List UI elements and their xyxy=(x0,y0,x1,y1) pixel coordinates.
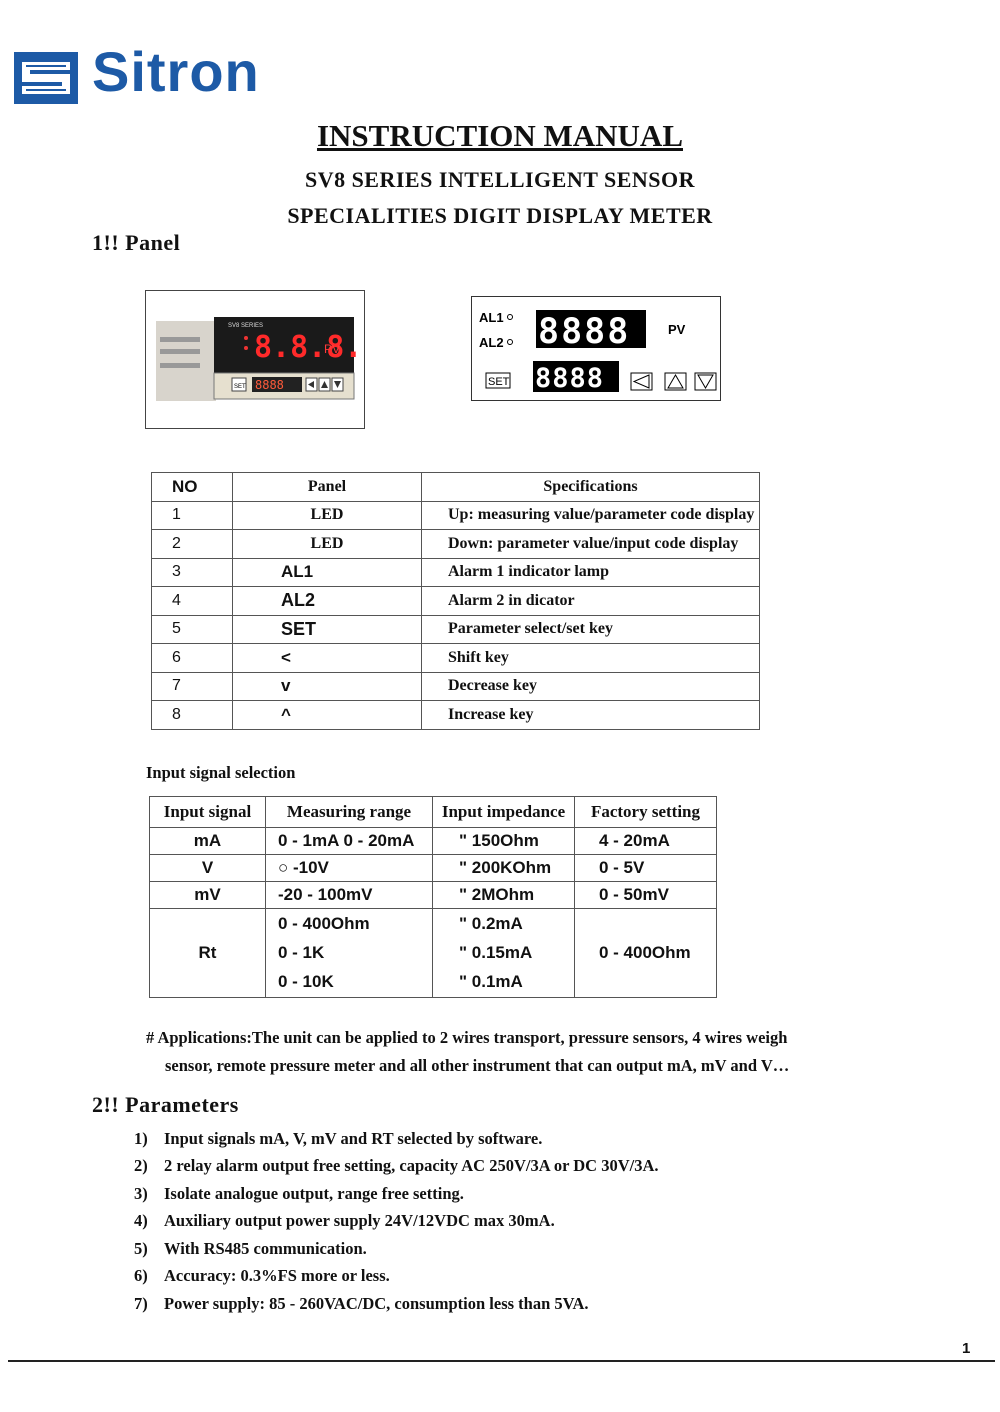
table-row xyxy=(152,615,760,644)
diagram-al1-label: AL1 xyxy=(479,310,504,325)
meter-photo-illustration xyxy=(146,291,363,427)
list-item xyxy=(134,1239,367,1259)
decrease-key-icon[interactable] xyxy=(695,373,716,390)
header-measuring-range: Measuring range xyxy=(266,797,433,828)
footer-divider xyxy=(8,1360,995,1362)
item-number: 3) xyxy=(134,1184,148,1203)
row-no: 5 xyxy=(152,615,233,644)
item-text: Power supply: 85 - 260VAC/DC, consumption less than 5VA. xyxy=(164,1294,589,1313)
row-spec: Shift key xyxy=(422,644,760,673)
panel-photo xyxy=(145,290,365,429)
section-heading-parameters: 2!! Parameters xyxy=(92,1092,239,1117)
item-number: 2) xyxy=(134,1156,148,1175)
row-impedance: " 0.15mA xyxy=(433,938,575,967)
shift-key-icon[interactable] xyxy=(631,373,652,390)
row-factory: 0 - 50mV xyxy=(575,882,717,909)
row-factory: 0 - 400Ohm xyxy=(575,909,717,998)
svg-text:8888: 8888 xyxy=(538,312,631,352)
header-specifications: Specifications xyxy=(422,473,760,502)
row-range: 0 - 1K xyxy=(266,938,433,967)
list-item xyxy=(134,1184,464,1204)
table-row xyxy=(150,855,717,882)
svg-text:8888: 8888 xyxy=(255,378,284,392)
photo-series-label: SV8 SERIES xyxy=(228,323,264,329)
table-row xyxy=(152,644,760,673)
photo-pv: PV xyxy=(324,342,341,356)
row-no: 1 xyxy=(152,501,233,530)
item-number: 1) xyxy=(134,1129,148,1148)
diagram-al2-label: AL2 xyxy=(479,335,504,350)
row-spec: Parameter select/set key xyxy=(422,615,760,644)
list-item xyxy=(134,1266,390,1286)
item-text: 2 relay alarm output free setting, capacity AC 250V/3A or DC 30V/3A. xyxy=(164,1156,659,1175)
header-input-signal: Input signal xyxy=(150,797,266,828)
row-spec: Alarm 1 indicator lamp xyxy=(422,558,760,587)
table-row xyxy=(152,558,760,587)
list-item xyxy=(134,1156,659,1176)
table-row xyxy=(152,587,760,616)
table-row xyxy=(152,701,760,730)
table-header-row xyxy=(152,473,760,502)
row-impedance: " 2MOhm xyxy=(433,882,575,909)
brand-name: Sitron xyxy=(92,40,260,103)
page-title: INSTRUCTION MANUAL xyxy=(316,118,683,153)
row-factory: 4 - 20mA xyxy=(575,828,717,855)
item-number: 7) xyxy=(134,1294,148,1313)
row-range: ○ -10V xyxy=(266,855,433,882)
row-no: 7 xyxy=(152,672,233,701)
applications-note xyxy=(146,1024,886,1080)
photo-set: SET xyxy=(234,384,246,390)
page-number: 1 xyxy=(962,1340,971,1357)
row-spec: Down: parameter value/input code display xyxy=(422,530,760,559)
row-panel: LED xyxy=(233,530,422,559)
list-item xyxy=(134,1211,555,1231)
row-panel: v xyxy=(233,672,422,701)
header-no: NO xyxy=(152,473,233,502)
input-signal-table xyxy=(149,796,717,998)
item-text: Isolate analogue output, range free setting. xyxy=(164,1184,464,1203)
diagram-set-label: SET xyxy=(488,376,510,388)
header-panel: Panel xyxy=(233,473,422,502)
row-signal: V xyxy=(150,855,266,882)
item-text: Accuracy: 0.3%FS more or less. xyxy=(164,1266,390,1285)
table-row xyxy=(152,530,760,559)
row-spec: Up: measuring value/parameter code display xyxy=(422,501,760,530)
row-panel: ^ xyxy=(233,701,422,730)
row-no: 3 xyxy=(152,558,233,587)
row-panel: LED xyxy=(233,501,422,530)
row-spec: Alarm 2 in dicator xyxy=(422,587,760,616)
row-impedance: " 150Ohm xyxy=(433,828,575,855)
table-row xyxy=(150,882,717,909)
row-panel: SET xyxy=(233,615,422,644)
subtitle-line-1: SV8 SERIES INTELLIGENT SENSOR xyxy=(304,167,696,192)
row-no: 8 xyxy=(152,701,233,730)
table-row xyxy=(150,828,717,855)
row-no: 2 xyxy=(152,530,233,559)
panel-diagram xyxy=(471,296,721,401)
item-number: 6) xyxy=(134,1266,148,1285)
list-item xyxy=(134,1294,588,1314)
section-heading-panel: 1!! Panel xyxy=(92,230,181,255)
row-signal: mV xyxy=(150,882,266,909)
row-spec: Decrease key xyxy=(422,672,760,701)
table-row xyxy=(152,501,760,530)
row-panel: AL1 xyxy=(233,558,422,587)
increase-key-icon[interactable] xyxy=(665,373,686,390)
row-signal: mA xyxy=(150,828,266,855)
applications-line-1: # Applications:The unit can be applied to 2 wires transport, pressure sensors, 4 wires weigh xyxy=(146,1028,788,1047)
row-impedance: " 0.2mA xyxy=(433,909,575,939)
row-signal: Rt xyxy=(150,909,266,998)
diagram-pv-label: PV xyxy=(668,322,686,337)
row-impedance: " 0.1mA xyxy=(433,968,575,998)
panel-table xyxy=(151,472,760,730)
row-spec: Increase key xyxy=(422,701,760,730)
item-text: Auxiliary output power supply 24V/12VDC max 30mA. xyxy=(164,1211,555,1230)
item-text: Input signals mA, V, mV and RT selected by software. xyxy=(164,1129,543,1148)
row-no: 6 xyxy=(152,644,233,673)
table-row xyxy=(150,909,717,939)
row-factory: 0 - 5V xyxy=(575,855,717,882)
applications-line-2: sensor, remote pressure meter and all other instrument that can output mA, mV and V… xyxy=(165,1056,790,1075)
row-range: 0 - 400Ohm xyxy=(266,909,433,939)
item-number: 4) xyxy=(134,1211,148,1230)
row-impedance: " 200KOhm xyxy=(433,855,575,882)
table-header-row xyxy=(150,797,717,828)
sitron-logo-icon xyxy=(14,52,78,104)
header-input-impedance: Input impedance xyxy=(433,797,575,828)
row-range: -20 - 100mV xyxy=(266,882,433,909)
row-range: 0 - 10K xyxy=(266,968,433,998)
subtitle-line-2: SPECIALITIES DIGIT DISPLAY METER xyxy=(287,203,713,228)
row-panel: AL2 xyxy=(233,587,422,616)
row-range: 0 - 1mA 0 - 20mA xyxy=(266,828,433,855)
row-panel: < xyxy=(233,644,422,673)
header-factory-setting: Factory setting xyxy=(575,797,717,828)
item-number: 5) xyxy=(134,1239,148,1258)
list-item xyxy=(134,1129,542,1149)
row-no: 4 xyxy=(152,587,233,616)
table-row xyxy=(152,672,760,701)
input-signal-title: Input signal selection xyxy=(146,763,296,782)
svg-text:8888: 8888 xyxy=(535,363,605,394)
item-text: With RS485 communication. xyxy=(164,1239,367,1258)
photo-display: 8.8.8. xyxy=(254,330,363,365)
